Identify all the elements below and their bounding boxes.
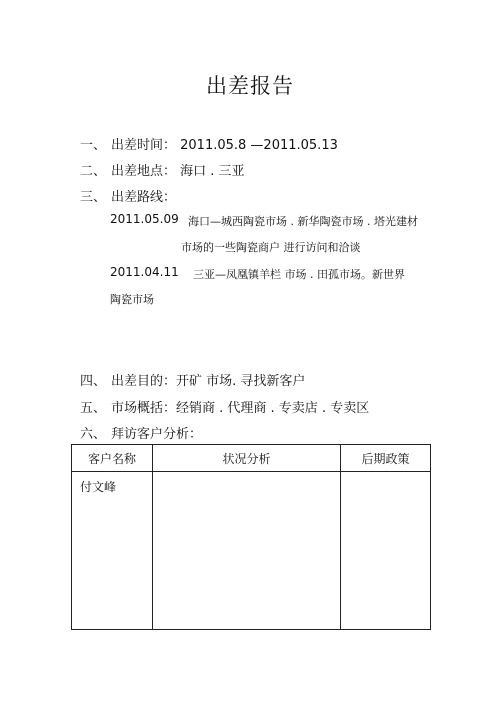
- section-market-overview: 市场概括：经销商 . 代理商 . 专卖店 . 专卖区: [111, 401, 370, 416]
- cell-client-name: [72, 472, 153, 630]
- header-client-name: 客户名称: [72, 445, 153, 472]
- table-header-row: [72, 445, 431, 472]
- client-analysis-table: [71, 444, 431, 630]
- document-title: 出差报告: [206, 74, 294, 98]
- header-follow-up-policy: 后期政策: [341, 445, 431, 472]
- section-client-analysis: 拜访客户分析：: [111, 427, 203, 442]
- route-description: 三亚—凤凰镇羊栏 市场 . 田孤市场。新世界: [193, 268, 405, 281]
- route-description-continued: 陶瓷市场: [110, 293, 154, 306]
- section-trip-route: 出差路线：: [111, 190, 177, 205]
- cell-status-analysis: [153, 472, 341, 630]
- table-row: [72, 472, 431, 630]
- route-description: 海口—城西陶瓷市场 . 新华陶瓷市场 . 塔光建材: [188, 215, 418, 228]
- section-trip-purpose: 出差目的：开矿 市场. 寻找新客户: [111, 374, 306, 389]
- cell-follow-up-policy: [341, 472, 431, 630]
- section-number: 六、: [80, 427, 107, 442]
- section-number: 四、: [80, 374, 107, 389]
- section-trip-location: 出差地点： 海口 . 三亚: [111, 164, 245, 179]
- section-number: 二、: [80, 164, 107, 179]
- route-date: 2011.04.11: [110, 265, 179, 279]
- follow-up-policy: [341, 472, 430, 478]
- section-number: 三、: [80, 190, 107, 205]
- status-analysis: [153, 472, 340, 478]
- section-number: 五、: [80, 401, 107, 416]
- client-name: 付文峰: [80, 480, 117, 494]
- header-status-analysis: 状况分析: [153, 445, 341, 472]
- route-description-continued: 市场的一些陶瓷商户 进行访问和洽谈: [181, 241, 361, 254]
- section-number: 一、: [80, 138, 107, 153]
- route-date: 2011.05.09: [110, 212, 179, 226]
- section-trip-time: 出差时间： 2011.05.8 —2011.05.13: [111, 138, 338, 153]
